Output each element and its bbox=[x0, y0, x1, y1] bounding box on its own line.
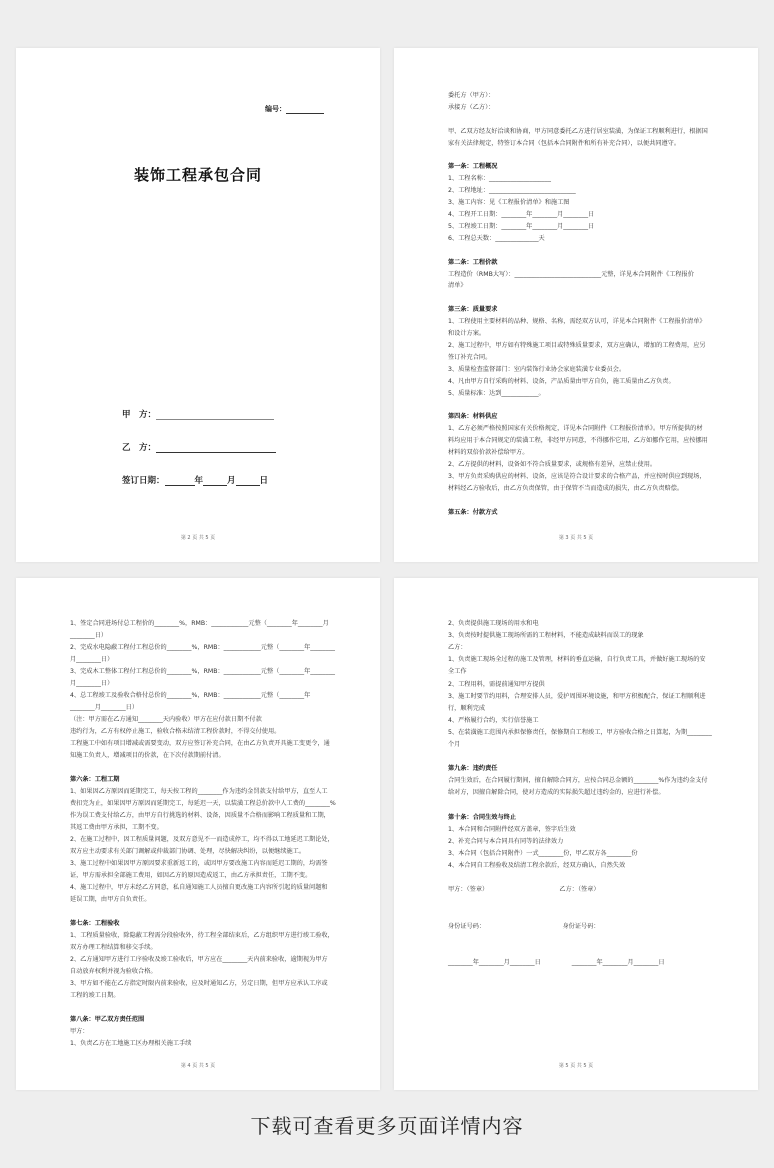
text-line: 甲方：（签章） 乙方：（签章） bbox=[448, 886, 600, 894]
sign-date-label: 签订日期： bbox=[122, 476, 165, 486]
section-heading: 第三条：质量要求 bbox=[448, 306, 498, 314]
contract-title: 装饰工程承包合同 bbox=[133, 166, 262, 184]
text-line: 和设计方案。 bbox=[448, 330, 486, 337]
text-line: 1、工程质量验收，除隐蔽工程需分段验收外，待工程全部结束后，乙方组织甲方进行竣工验收， bbox=[70, 932, 334, 939]
text-line: 违约行为，乙方有权停止施工，验收合格未结清工程价款时，不得交付使用。 bbox=[70, 728, 281, 735]
text-line: 甲方： bbox=[70, 1028, 89, 1035]
contract-number-label: 编号： bbox=[265, 105, 286, 113]
text-line: 4、施工过程中，甲方未经乙方同意，私自通知施工人员擅自更改施工内容所引起的质量问题和 bbox=[70, 884, 328, 891]
text-line: 工程施工中如有项目增减或需要变动，双方应签订补充合同，在由乙方负责开具施工变更令，通 bbox=[70, 740, 330, 747]
text-line: 2、补充合同与本合同具有同等的法律效力 bbox=[448, 837, 564, 845]
day-label: 日 bbox=[259, 476, 269, 486]
text-line: 工程造价（RMB大写）：____________________________元整，详见本合同附件《工程报价 bbox=[448, 270, 694, 278]
month-label: 月 bbox=[227, 476, 236, 486]
text-line: 3、施工内容：见《工程报价清单》和施工图 bbox=[448, 199, 570, 207]
text-line: 作为误工费支付给乙方，由甲方自行挑选的材料、设备，因质量不合格而影响工程质量和工期， bbox=[70, 812, 330, 819]
text-line: （注：甲方需在乙方通知________天内验收）甲方在应付款日期不付款 bbox=[70, 716, 262, 723]
text-line: 5、工程竣工日期：________年________月________日 bbox=[448, 222, 595, 230]
text-line: 4、严格履行合约，实行信誉施工 bbox=[448, 716, 539, 724]
section-heading: 第一条：工程概况 bbox=[448, 163, 498, 171]
text-line: 合同生效后，在合同履行期间，擅自解除合同方，应按合同总金额的________%作为违约金支付 bbox=[448, 777, 708, 785]
contract-page-5 bbox=[394, 578, 758, 1090]
text-line: 4、凡由甲方自行采购的材料、设备，产品质量由甲方自负，施工质量由乙方负责。 bbox=[448, 377, 675, 385]
text-line: 月________日） bbox=[70, 656, 114, 663]
text-line: 3、施工过程中如果因甲方原因要求重新返工的，或因甲方要改施工内容而延迟工期的，均需签 bbox=[70, 860, 328, 867]
text-line: 工程的竣工日期。 bbox=[70, 992, 120, 999]
text-line: 3、甲方如不能在乙方指定时限内前来验收，应及时通知乙方，另定日期，但甲方应承认工序或 bbox=[70, 980, 328, 987]
page-number: 第 3 页 共 5 页 bbox=[558, 535, 594, 541]
text-line: 1、签定合同进场付总工程价的________%，RMB：____________元整（________年________月 bbox=[70, 620, 329, 627]
download-prompt: 下载可查看更多页面详情内容 bbox=[250, 1114, 524, 1138]
text-line: 6、工程总天数：______________天 bbox=[448, 234, 545, 242]
text-line: ________月________日） bbox=[70, 704, 139, 711]
text-line: ________年________月________日 ________年________月________日 bbox=[448, 958, 665, 966]
text-line: 甲、乙双方经友好洽谈和协商，甲方同意委托乙方进行居室装潢，为保证工程顺利进行，根据国 bbox=[448, 127, 708, 135]
party-a-field bbox=[122, 408, 274, 420]
text-line: 2、施工过程中，甲方如有特殊施工项目或特殊质量要求，双方应确认，增加的工程费用，应另 bbox=[448, 341, 706, 349]
text-line: 5、在装潢施工范围内承担保修责任，保修期自工程竣工，甲方验收合格之日算起，为期________ bbox=[448, 728, 712, 736]
text-line: 2、乙方通知甲方进行工序验收及竣工验收后，甲方应在________天内前来验收，逾期视为甲方 bbox=[70, 956, 328, 963]
text-line: 月________日） bbox=[70, 680, 114, 687]
year-label: 年 bbox=[194, 476, 204, 486]
text-line: 全工作 bbox=[448, 668, 467, 676]
text-line: 3、本合同（包括合同附件）一式________份，甲乙双方各________份 bbox=[448, 849, 638, 857]
party-b-field bbox=[122, 441, 276, 453]
text-line: 延误工期，由甲方自负责任。 bbox=[70, 896, 151, 903]
page-number: 第 2 页 共 5 页 bbox=[180, 535, 216, 541]
page-number: 第 4 页 共 5 页 bbox=[180, 1063, 216, 1069]
text-line: 家有关法律规定，特签订本合同（包括本合同附件和所有补充合同），以便共同遵守。 bbox=[448, 139, 681, 147]
text-line: 其返工费由甲方承担，工期不变。 bbox=[70, 824, 163, 831]
text-line: 费扣完为止，如果因甲方原因而延期完工，每延迟一天，以装潢工程总价款中人工费的________% bbox=[70, 800, 336, 807]
text-line: 材料经乙方验收后，由乙方负责保管，由于保管不当而造成的损失，由乙方负责赔偿。 bbox=[448, 484, 684, 492]
cover-page bbox=[16, 48, 380, 562]
contract-page-4 bbox=[16, 578, 380, 1090]
text-line: 2、工程用料，需提前通知甲方提供 bbox=[448, 680, 545, 688]
party-b-label: 乙 方： bbox=[122, 443, 157, 453]
text-line: 2、在施工过程中，因工程质量问题，及双方意见不一而造成停工，均不得以工地延迟工期论处， bbox=[70, 836, 334, 843]
text-line: 1、工程名称：____________________ bbox=[448, 175, 551, 183]
text-line: 自动放弃权利并视为验收合格。 bbox=[70, 968, 157, 975]
text-line: 1、如果因乙方原因而延期完工，每天按工程的________作为违约金罚款支付给甲方，直至人工 bbox=[70, 788, 328, 795]
text-line: 3、甲方负责采购供应的材料、设备，应该是符合设计要求的合格产品，并应按时供应到现场， bbox=[448, 472, 706, 480]
text-line: 3、负责按时提供施工现场所需的工程材料，不能造成缺料而误工的现象 bbox=[448, 632, 644, 640]
contract-number bbox=[265, 104, 324, 114]
section-heading: 第六条：工程工期 bbox=[70, 776, 120, 783]
text-line: 个月 bbox=[448, 741, 461, 748]
text-line: 2、负责提供施工现场的用水和电 bbox=[448, 620, 539, 627]
text-line: 2、工程地址：____________________________ bbox=[448, 187, 576, 195]
text-line: 4、总工程竣工及验收合格付总价的________%，RMB：____________元整（________年 bbox=[70, 692, 311, 699]
page-number: 第 5 页 共 5 页 bbox=[558, 1063, 594, 1069]
section-heading: 第二条：工程价款 bbox=[448, 258, 498, 266]
sign-date-field bbox=[122, 474, 268, 486]
text-line: 签订补充合同。 bbox=[448, 353, 492, 361]
section-heading: 第四条：材料供应 bbox=[448, 413, 498, 421]
text-line: 2、完成水电隐蔽工程付工程总价的________%，RMB：____________元整（________年________ bbox=[70, 644, 336, 651]
text-line: 4、工程开工日期：________年________月________日 bbox=[448, 211, 595, 218]
text-line: 2、乙方提供的材料，设备如不符合质量要求，或规格有差异，应禁止使用。 bbox=[448, 460, 657, 468]
text-line: 3、完成木工整体工程付工程总价的________%，RMB：____________元整（________年________ bbox=[70, 668, 336, 675]
text-line: 3、施工时要节约用料，合理安排人员，爱护周围环境设施，和甲方积极配合，保证工程顺利进 bbox=[448, 692, 706, 700]
text-line: 委托方（甲方）： bbox=[448, 92, 495, 99]
text-line: 行，顺利完成 bbox=[448, 704, 486, 712]
text-line: 双方应主动要求有关部门调解或仲裁部门协调、处理，尽快解决纠纷，以便继续施工。 bbox=[70, 848, 306, 855]
section-heading: 第八条：甲乙双方责任范围 bbox=[70, 1016, 145, 1023]
section-heading: 第九条：违约责任 bbox=[448, 765, 498, 773]
text-line: 3、质量检查监督部门：室内装饰行业协会家庭装潢专业委员会。 bbox=[448, 365, 626, 373]
text-line: 身份证号码： 身份证号码： bbox=[448, 922, 600, 930]
section-heading: 第七条：工程验收 bbox=[70, 920, 120, 927]
text-line: 清单》 bbox=[448, 282, 467, 290]
contract-page-3 bbox=[394, 48, 758, 562]
text-line: 5、质量标准：达到____________。 bbox=[448, 389, 545, 397]
text-line: 材料的双倍价款补偿给甲方。 bbox=[448, 449, 529, 456]
text-line: 乙方： bbox=[448, 644, 467, 652]
text-line: 1、工程使用主要材料的品种、规格、名称，需经双方认可，详见本合同附件《工程报价清单》 bbox=[448, 318, 706, 326]
text-line: 1、本合同和合同附件经双方盖章，签字后生效 bbox=[448, 825, 576, 833]
section-heading: 第五条：付款方式 bbox=[448, 508, 498, 516]
text-line: 知施工负责人，增减项目的价款，在下次付款期前付清。 bbox=[70, 752, 225, 759]
text-line: ________日） bbox=[70, 632, 108, 639]
text-line: 双方办理工程结算和移交手续。 bbox=[70, 944, 157, 951]
text-line: 证，甲方需承担全部施工费用，如因乙方的原因造成返工，由乙方承担责任，工期不变。 bbox=[70, 872, 312, 879]
text-line: 1、乙方必须严格按照国家有关价格规定，详见本合同附件《工程报价清单》。甲方所提供的材 bbox=[448, 425, 703, 433]
text-line: 1、负责乙方在工地施工区办理相关施工手续 bbox=[70, 1040, 192, 1047]
text-line: 4、本合同自工程验收及结清工程余款后，经双方确认，自然失效 bbox=[448, 862, 626, 869]
text-line: 料均应用于本合同规定的装潢工程，非经甲方同意，不得挪作它用，乙方如挪作它用，应按挪用 bbox=[448, 437, 708, 445]
text-line: 给对方，因擅自解除合同，使对方造成的实际损失超过违约金的，应进行补偿。 bbox=[448, 789, 665, 797]
text-line: 承接方（乙方）： bbox=[448, 103, 495, 111]
party-a-label: 甲 方： bbox=[122, 410, 157, 420]
text-line: 1、负责施工现场全过程的施工及管理，材料的垂直运输，自行负责工具，并做好施工现场的安 bbox=[448, 656, 706, 664]
section-heading: 第十条：合同生效与终止 bbox=[448, 813, 517, 821]
